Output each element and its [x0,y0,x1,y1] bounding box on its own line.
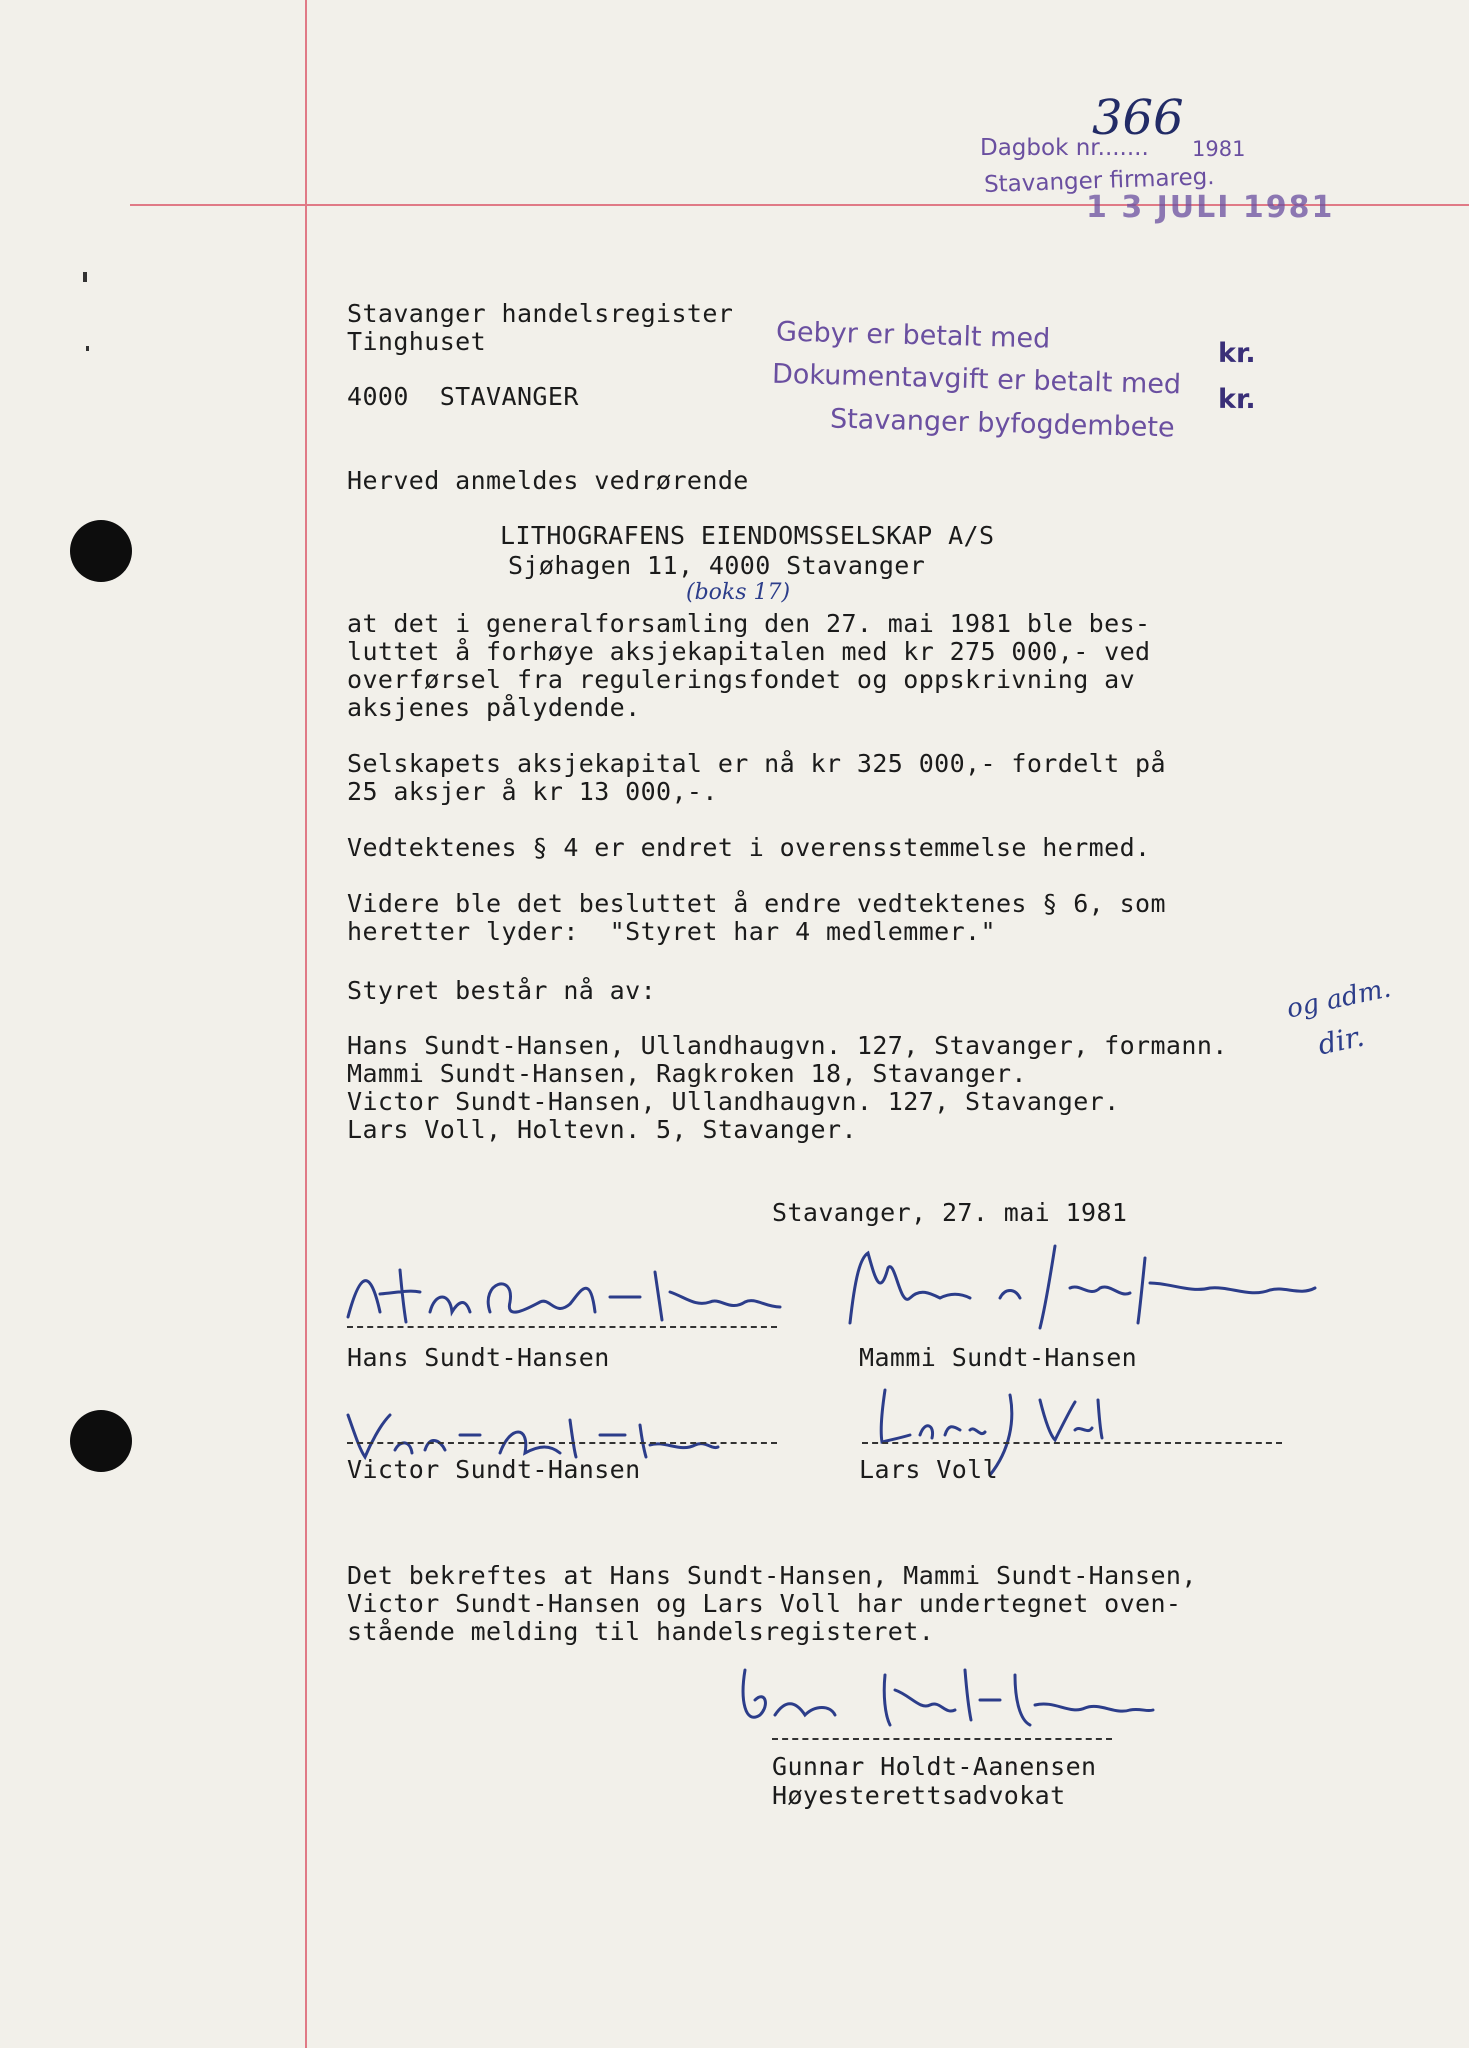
board-member-3: Victor Sundt-Hansen, Ullandhaugvn. 127, Stavanger. [347,1087,1120,1116]
signature-line-victor [347,1442,777,1444]
signatory-name-4: Lars Voll [859,1455,999,1484]
board-heading: Styret består nå av: [347,976,657,1005]
attorney-title: Høyesterettsadvokat [772,1781,1066,1810]
margin-note-line-1: og adm. [1284,973,1394,1025]
handwritten-address-insert: (boks 17) [686,580,791,605]
para1-line-3: overførsel fra reguleringsfondet og oppskrivning av [347,665,1136,694]
para4-line-2: heretter lyder: "Styret har 4 medlemmer." [347,917,996,946]
stamp-gebyr-line-3: Stavanger byfogdembete [829,403,1175,444]
board-member-2: Mammi Sundt-Hansen, Ragkroken 18, Stavanger. [347,1059,1027,1088]
signature-hans [340,1262,790,1332]
stamp-gebyr-line-1: Gebyr er betalt med [775,316,1051,355]
company-address: Sjøhagen 11, 4000 Stavanger [508,551,926,580]
stamp-gebyr-line-2: Dokumentavgift er betalt med [771,358,1182,401]
stamp-gebyr-kr-2: kr. [1218,384,1256,415]
attorney-name: Gunnar Holdt-Aanensen [772,1752,1097,1781]
para4-line-1: Videre ble det besluttet å endre vedtektenes § 6, som [347,889,1166,918]
intro-text: Herved anmeldes vedrørende [347,466,749,495]
confirmation-line-1: Det bekreftes at Hans Sundt-Hansen, Mammi Sundt-Hansen, [347,1561,1197,1590]
signature-line-attorney [772,1738,1112,1740]
signature-line-hans [347,1326,777,1328]
signatory-name-3: Victor Sundt-Hansen [347,1455,641,1484]
handwritten-dagbok-number: 366 [1092,90,1184,146]
stamp-dagbok-label: Dagbok nr....... [980,135,1149,161]
address-line-2: Tinghuset [347,327,487,356]
confirmation-line-3: stående melding til handelsregisteret. [347,1617,935,1646]
company-name: LITHOGRAFENS EIENDOMSSELSKAP A/S [500,521,995,550]
stamp-dagbok-firmareg: Stavanger firmareg. [983,163,1215,199]
punch-hole-bottom [70,1410,132,1472]
para1-line-4: aksjenes pålydende. [347,693,641,722]
board-member-4: Lars Voll, Holtevn. 5, Stavanger. [347,1115,857,1144]
stamp-dagbok-year: 1981 [1192,137,1246,161]
para3: Vedtektenes § 4 er endret i overensstemmelse hermed. [347,833,1151,862]
paper-mark [86,346,89,351]
margin-note-line-2: dir. [1315,1019,1368,1062]
stamp-dagbok-date: 1 3 JULI 1981 [1086,190,1335,225]
paper-mark [83,272,87,282]
margin-rule-vertical [305,0,307,2048]
signature-mammi [840,1238,1320,1338]
signatory-name-2: Mammi Sundt-Hansen [859,1343,1138,1372]
para2-line-1: Selskapets aksjekapital er nå kr 325 000,- fordelt på [347,749,1166,778]
signature-line-lars [862,1442,1282,1444]
address-line-1: Stavanger handelsregister [347,299,734,328]
place-date: Stavanger, 27. mai 1981 [772,1198,1128,1227]
stamp-gebyr-kr-1: kr. [1218,338,1256,369]
board-member-1: Hans Sundt-Hansen, Ullandhaugvn. 127, Stavanger, formann. [347,1031,1228,1060]
para2-line-2: 25 aksjer å kr 13 000,-. [347,777,718,806]
address-line-3: 4000 STAVANGER [347,382,579,411]
signatory-name-1: Hans Sundt-Hansen [347,1343,610,1372]
confirmation-line-2: Victor Sundt-Hansen og Lars Voll har undertegnet oven- [347,1589,1182,1618]
punch-hole-top [70,520,132,582]
para1-line-2: luttet å forhøye aksjekapitalen med kr 275 000,- ved [347,637,1151,666]
signature-attorney [735,1660,1155,1740]
para1-line-1: at det i generalforsamling den 27. mai 1981 ble bes- [347,609,1151,638]
